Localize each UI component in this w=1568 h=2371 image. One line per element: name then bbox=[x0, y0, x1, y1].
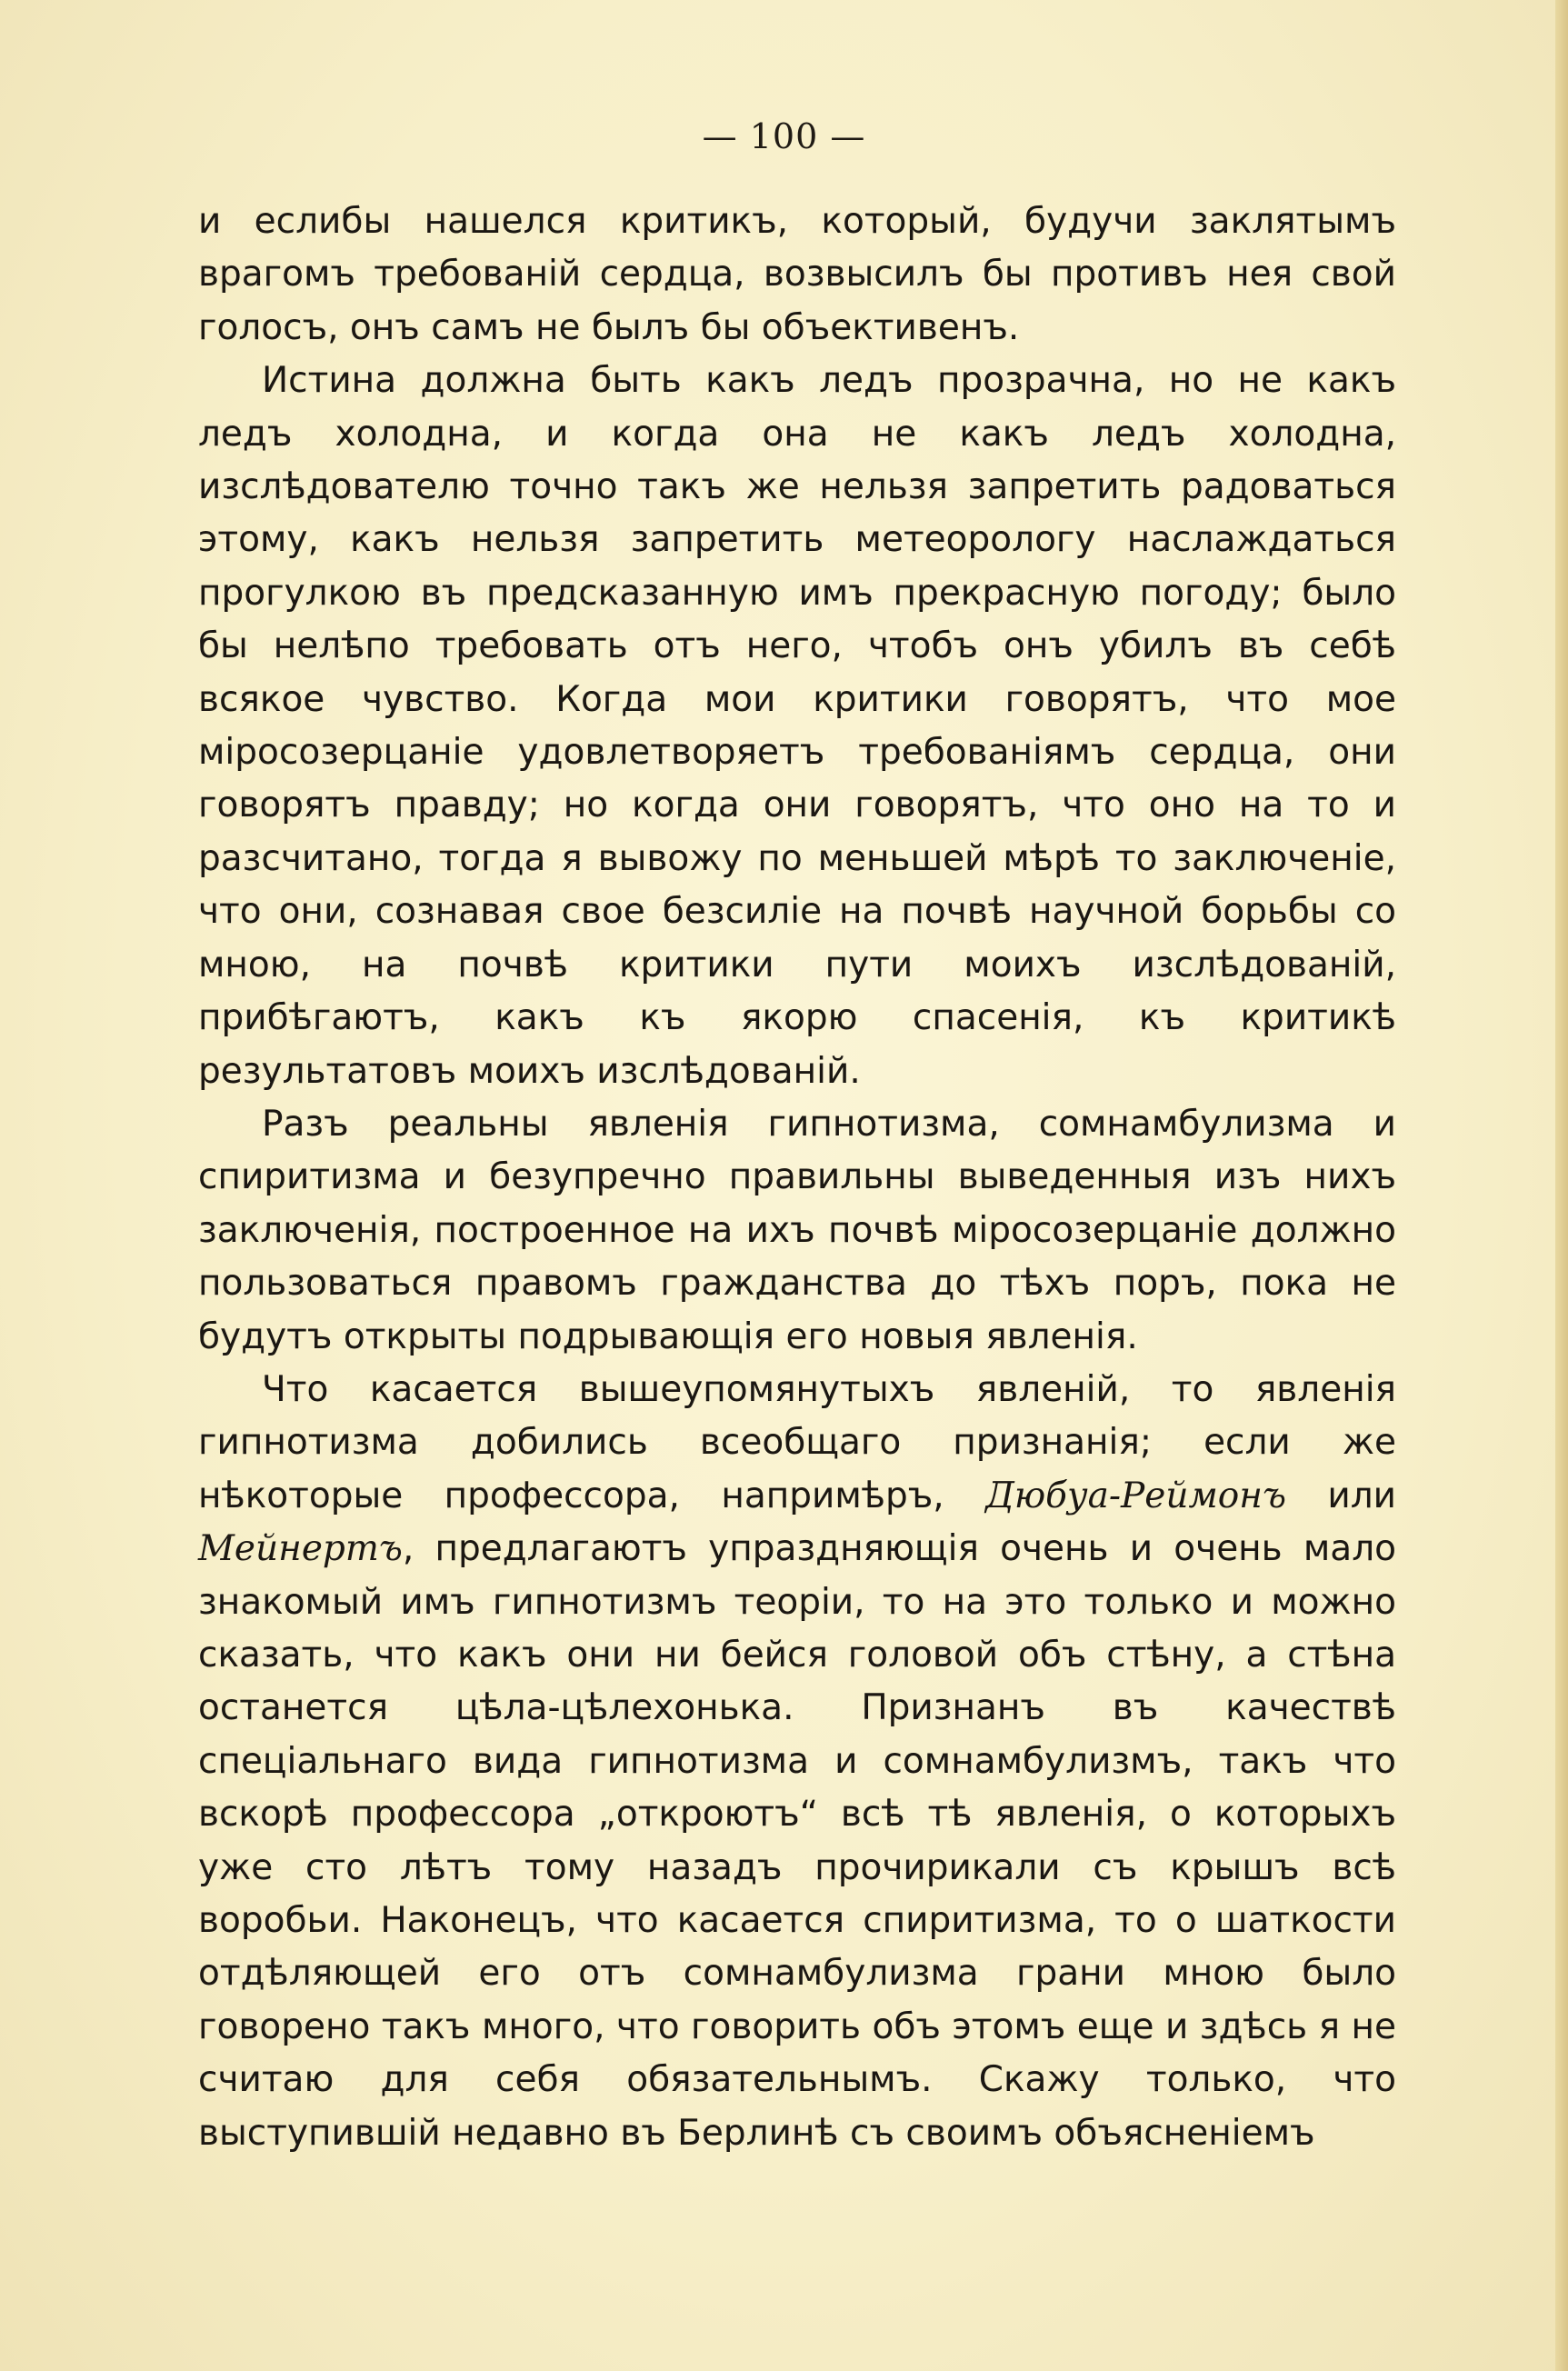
paragraph-4-part-after: , предлагаютъ упраздняющія очень и очень мало знакомый имъ гипнотизмъ теоріи, то на это только и можно сказать, что какъ они ни бейся головой объ стѣну, а стѣна останется цѣла-цѣлехонька. Признанъ въ качествѣ спеціальнаго вида гипнотизма и сомнамбулизмъ, такъ что вскорѣ профессора „откроютъ“ всѣ тѣ явленія, о которыхъ уже сто лѣтъ тому назадъ прочирикали съ крышъ всѣ воробьи. Наконецъ, что касается спиритизма, то о шаткости отдѣляющей его отъ сомнамбулизма грани мною было говорено такъ много, что говорить объ этомъ еще и здѣсь я не считаю для себя обязательнымъ. Скажу только, что выступившій недавно въ Берлинѣ съ своимъ объясненіемъ bbox=[198, 1528, 1396, 2154]
page-number: — 100 — bbox=[702, 116, 866, 156]
paragraph-3: Разъ реальны явленія гипнотизма, сомнамбулизма и спиритизма и безупречно правильны выведенныя изъ нихъ заключенія, построенное на ихъ почвѣ міросозерцаніе должно пользоваться правомъ гражданства до тѣхъ поръ, пока не будутъ открыты подрывающія его новыя явленія. bbox=[198, 1103, 1396, 1357]
author-name-dubois-reymond: Дюбуа-Реймонъ bbox=[985, 1475, 1286, 1516]
paragraph-4-part-before: Что касается вышеупомянутыхъ явленій, то явленія гипнотизма добились всеобщаго признанія; если же нѣкоторые профессора, напримѣръ, bbox=[198, 1368, 1396, 1516]
paragraph-4-part-between: или bbox=[1285, 1475, 1396, 1516]
author-name-meynert: Мейнертъ bbox=[198, 1528, 403, 1570]
body-text bbox=[198, 195, 1396, 2160]
paragraph-2: Истина должна быть какъ ледъ прозрачна, но не какъ ледъ холодна, и когда она не какъ ледъ холодна, изслѣдователю точно такъ же нельзя запретить радоваться этому, какъ нельзя запретить метеорологу наслаждаться прогулкою въ предсказанную имъ прекрасную погоду; было бы нелѣпо требовать отъ него, чтобъ онъ убилъ въ себѣ всякое чувство. Когда мои критики говорятъ, что мое міросозерцаніе удовлетворяетъ требованіямъ сердца, они говорятъ правду; но когда они говорятъ, что оно на то и разсчитано, тогда я вывожу по меньшей мѣрѣ то заключеніе, что они, сознавая свое безсиліе на почвѣ научной борьбы со мною, на почвѣ критики пути моихъ изслѣдованій, прибѣгаютъ, какъ къ якорю спасенія, къ критикѣ результатовъ моихъ изслѣдованій. bbox=[198, 360, 1396, 1092]
paragraph-1: и еслибы нашелся критикъ, который, будучи заклятымъ врагомъ требованій сердца, возвысилъ бы противъ нея свой голосъ, онъ самъ не былъ бы объективенъ. bbox=[198, 201, 1396, 348]
page-edge-shadow bbox=[1555, 0, 1568, 2371]
paragraph-4 bbox=[198, 1364, 1396, 2160]
